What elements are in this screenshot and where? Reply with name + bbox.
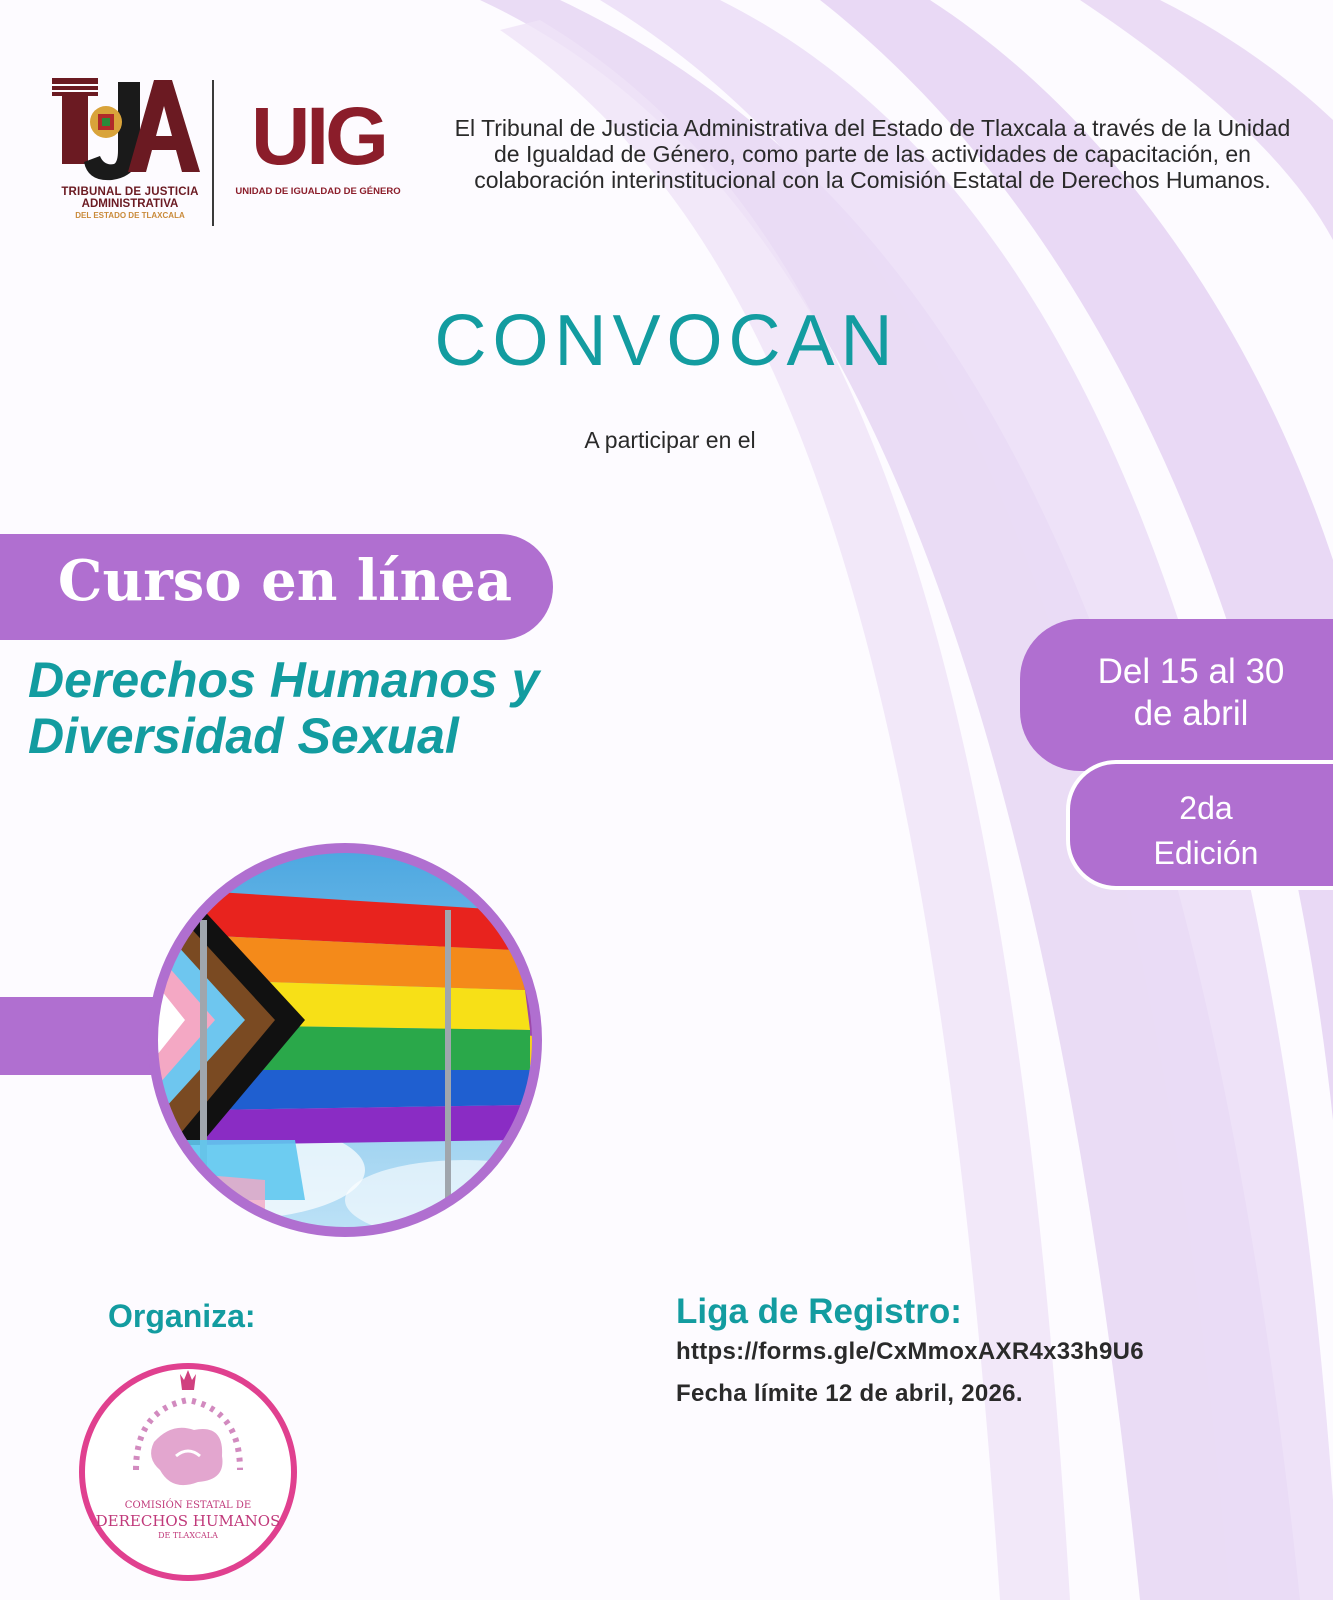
edition-line1: 2da xyxy=(1179,790,1233,826)
course-title-line1: Derechos Humanos y xyxy=(28,652,540,708)
edition-line2: Edición xyxy=(1153,835,1259,871)
course-title xyxy=(28,652,728,764)
cedh-seal xyxy=(76,1360,300,1584)
organiza-label: Organiza: xyxy=(108,1298,256,1334)
svg-text:COMISIÓN ESTATAL DE: COMISIÓN ESTATAL DE xyxy=(124,1500,252,1511)
convocan-heading: CONVOCAN xyxy=(434,301,899,381)
uig-subtitle: UNIDAD DE IGUALDAD DE GÉNERO xyxy=(235,186,401,197)
registration-link[interactable]: https://forms.gle/CxMmoxAXR4x33h9U6 xyxy=(676,1338,1144,1365)
svg-text:DERECHOS HUMANOS: DERECHOS HUMANOS xyxy=(95,1512,281,1530)
svg-text:DE TLAXCALA: DE TLAXCALA xyxy=(158,1531,218,1540)
course-type-label: Curso en línea xyxy=(57,548,513,614)
date-line1: Del 15 al 30 xyxy=(1097,652,1285,691)
date-text xyxy=(1060,651,1322,735)
course-title-line2: Diversidad Sexual xyxy=(28,708,459,764)
intro-paragraph: El Tribunal de Justicia Administrativa del Estado de Tlaxcala a través de la Unidad de Igualdad de Género, como parte de las actividades de capacitación, en colaboración interinstitucional con la Comisión Estatal de Derechos Humanos. xyxy=(454,115,1291,193)
registration-deadline: Fecha límite 12 de abril, 2026. xyxy=(676,1380,1023,1407)
participar-text: A participar en el xyxy=(584,427,756,453)
date-line2: de abril xyxy=(1133,694,1249,733)
tja-name-line3: DEL ESTADO DE TLAXCALA xyxy=(75,211,185,220)
logo-divider xyxy=(212,80,214,226)
tja-name-line1: TRIBUNAL DE JUSTICIA xyxy=(61,186,199,198)
svg-text:UIG: UIG xyxy=(251,96,385,182)
pride-flag-image xyxy=(145,840,545,1240)
registration-title: Liga de Registro: xyxy=(676,1292,962,1331)
edition-text xyxy=(1084,786,1328,876)
tja-name-line2: ADMINISTRATIVA xyxy=(81,198,179,210)
